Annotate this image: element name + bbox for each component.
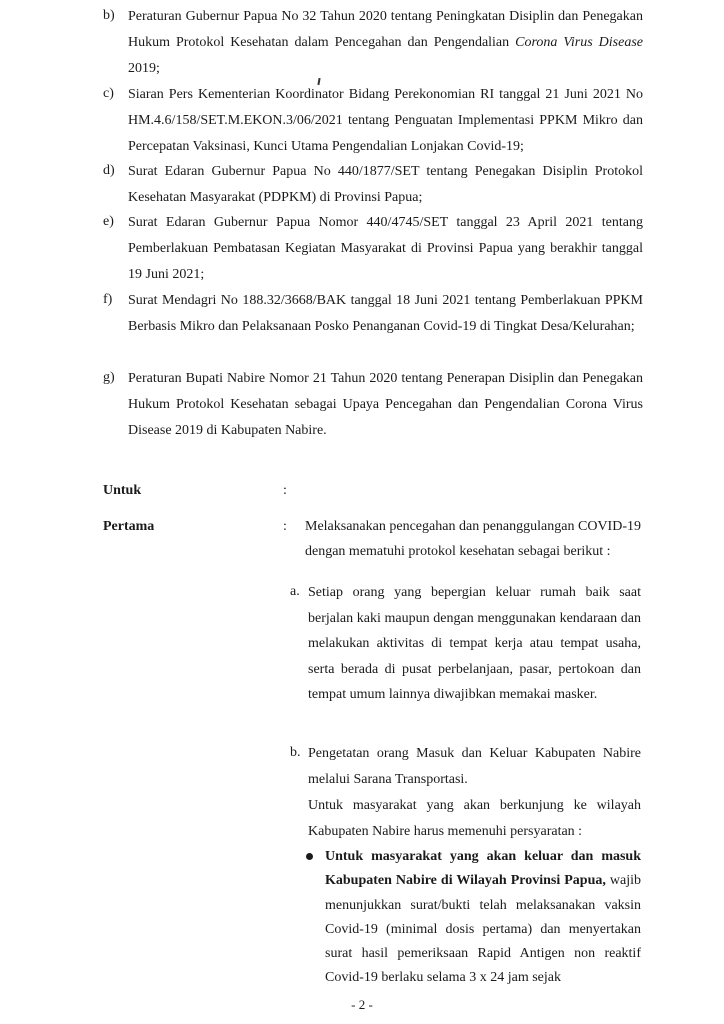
consideration-letter: e)	[103, 214, 114, 229]
untuk-label: Untuk	[103, 483, 142, 498]
consideration-text: Peraturan Gubernur Papua No 32 Tahun 2020 tentang Peningkatan Disiplin dan Penegakan Hukum Protokol Kesehatan dalam Pencegahan dan Pengendalian Corona Virus Disease 2019;	[128, 9, 644, 76]
pertama-colon: :	[283, 519, 287, 534]
consideration-text: Surat Edaran Gubernur Papua No 440/1877/SET tentang Penegakan Disiplin Protokol Kesehatan Masyarakat (PDPKM) di Provinsi Papua;	[128, 164, 643, 205]
consideration-letter: c)	[103, 86, 114, 101]
consideration-letter: b)	[103, 8, 115, 23]
bullet-icon	[306, 853, 313, 860]
consideration-text: Siaran Pers Kementerian Koordinator Bidang Perekonomian RI tanggal 21 Juni 2021 No HM.4.6/158/SET.M.EKON.3/06/2021 tentang Penguatan Implementasi PPKM Mikro dan Percepatan Vaksinasi, Kunci Utama Pengendalian Lonjakan Covid-19;	[128, 87, 643, 154]
item-b-requirements: Untuk masyarakat yang akan berkunjung ke wilayah Kabupaten Nabire harus memenuhi persyaratan :	[308, 798, 641, 839]
item-text: Pengetatan orang Masuk dan Keluar Kabupaten Nabire melalui Sarana Transportasi.	[308, 746, 641, 787]
item-letter: b.	[290, 745, 301, 760]
bullet-text: Untuk masyarakat yang akan keluar dan masuk Kabupaten Nabire di Wilayah Provinsi Papua, wajib menunjukkan surat/bukti telah melaksanakan vaksin Covid-19 (minimal dosis pertama) dan menyertakan surat hasil pemeriksaan Rapid Antigen non reaktif Covid-19 berlaku selama 3 x 24 jam sejak	[325, 849, 641, 986]
consideration-letter: g)	[103, 370, 115, 385]
pertama-text: Melaksanakan pencegahan dan penanggulangan COVID-19 dengan mematuhi protokol kesehatan sebagai berikut :	[305, 519, 641, 559]
item-letter: a.	[290, 584, 300, 599]
item-text: Setiap orang yang bepergian keluar rumah baik saat berjalan kaki maupun dengan menggunakan kendaraan dan melakukan aktivitas di tempat kerja atau tempat usaha, serta berada di pusat perbelanjaan, pasar, pertokoan dan tempat umum lainnya diwajibkan memakai masker.	[308, 585, 641, 703]
consideration-letter: f)	[103, 292, 113, 307]
consideration-text: Peraturan Bupati Nabire Nomor 21 Tahun 2020 tentang Penerapan Disiplin dan Penegakan Hukum Protokol Kesehatan sebagai Upaya Pencegahan dan Pengendalian Corona Virus Disease 2019 di Kabupaten Nabire.	[128, 371, 643, 438]
untuk-colon: :	[283, 483, 287, 498]
consideration-text: Surat Mendagri No 188.32/3668/BAK tanggal 18 Juni 2021 tentang Pemberlakuan PPKM Berbasis Mikro dan Pelaksanaan Posko Penanganan Covid-19 di Tingkat Desa/Kelurahan;	[128, 293, 643, 334]
consideration-letter: d)	[103, 163, 115, 178]
pertama-label: Pertama	[103, 519, 155, 534]
consideration-text: Surat Edaran Gubernur Papua Nomor 440/4745/SET tanggal 23 April 2021 tentang Pemberlakuan Pembatasan Kegiatan Masyarakat di Provinsi Papua yang berakhir tanggal 19 Juni 2021;	[128, 215, 643, 282]
page-number: - 2 -	[351, 997, 373, 1012]
